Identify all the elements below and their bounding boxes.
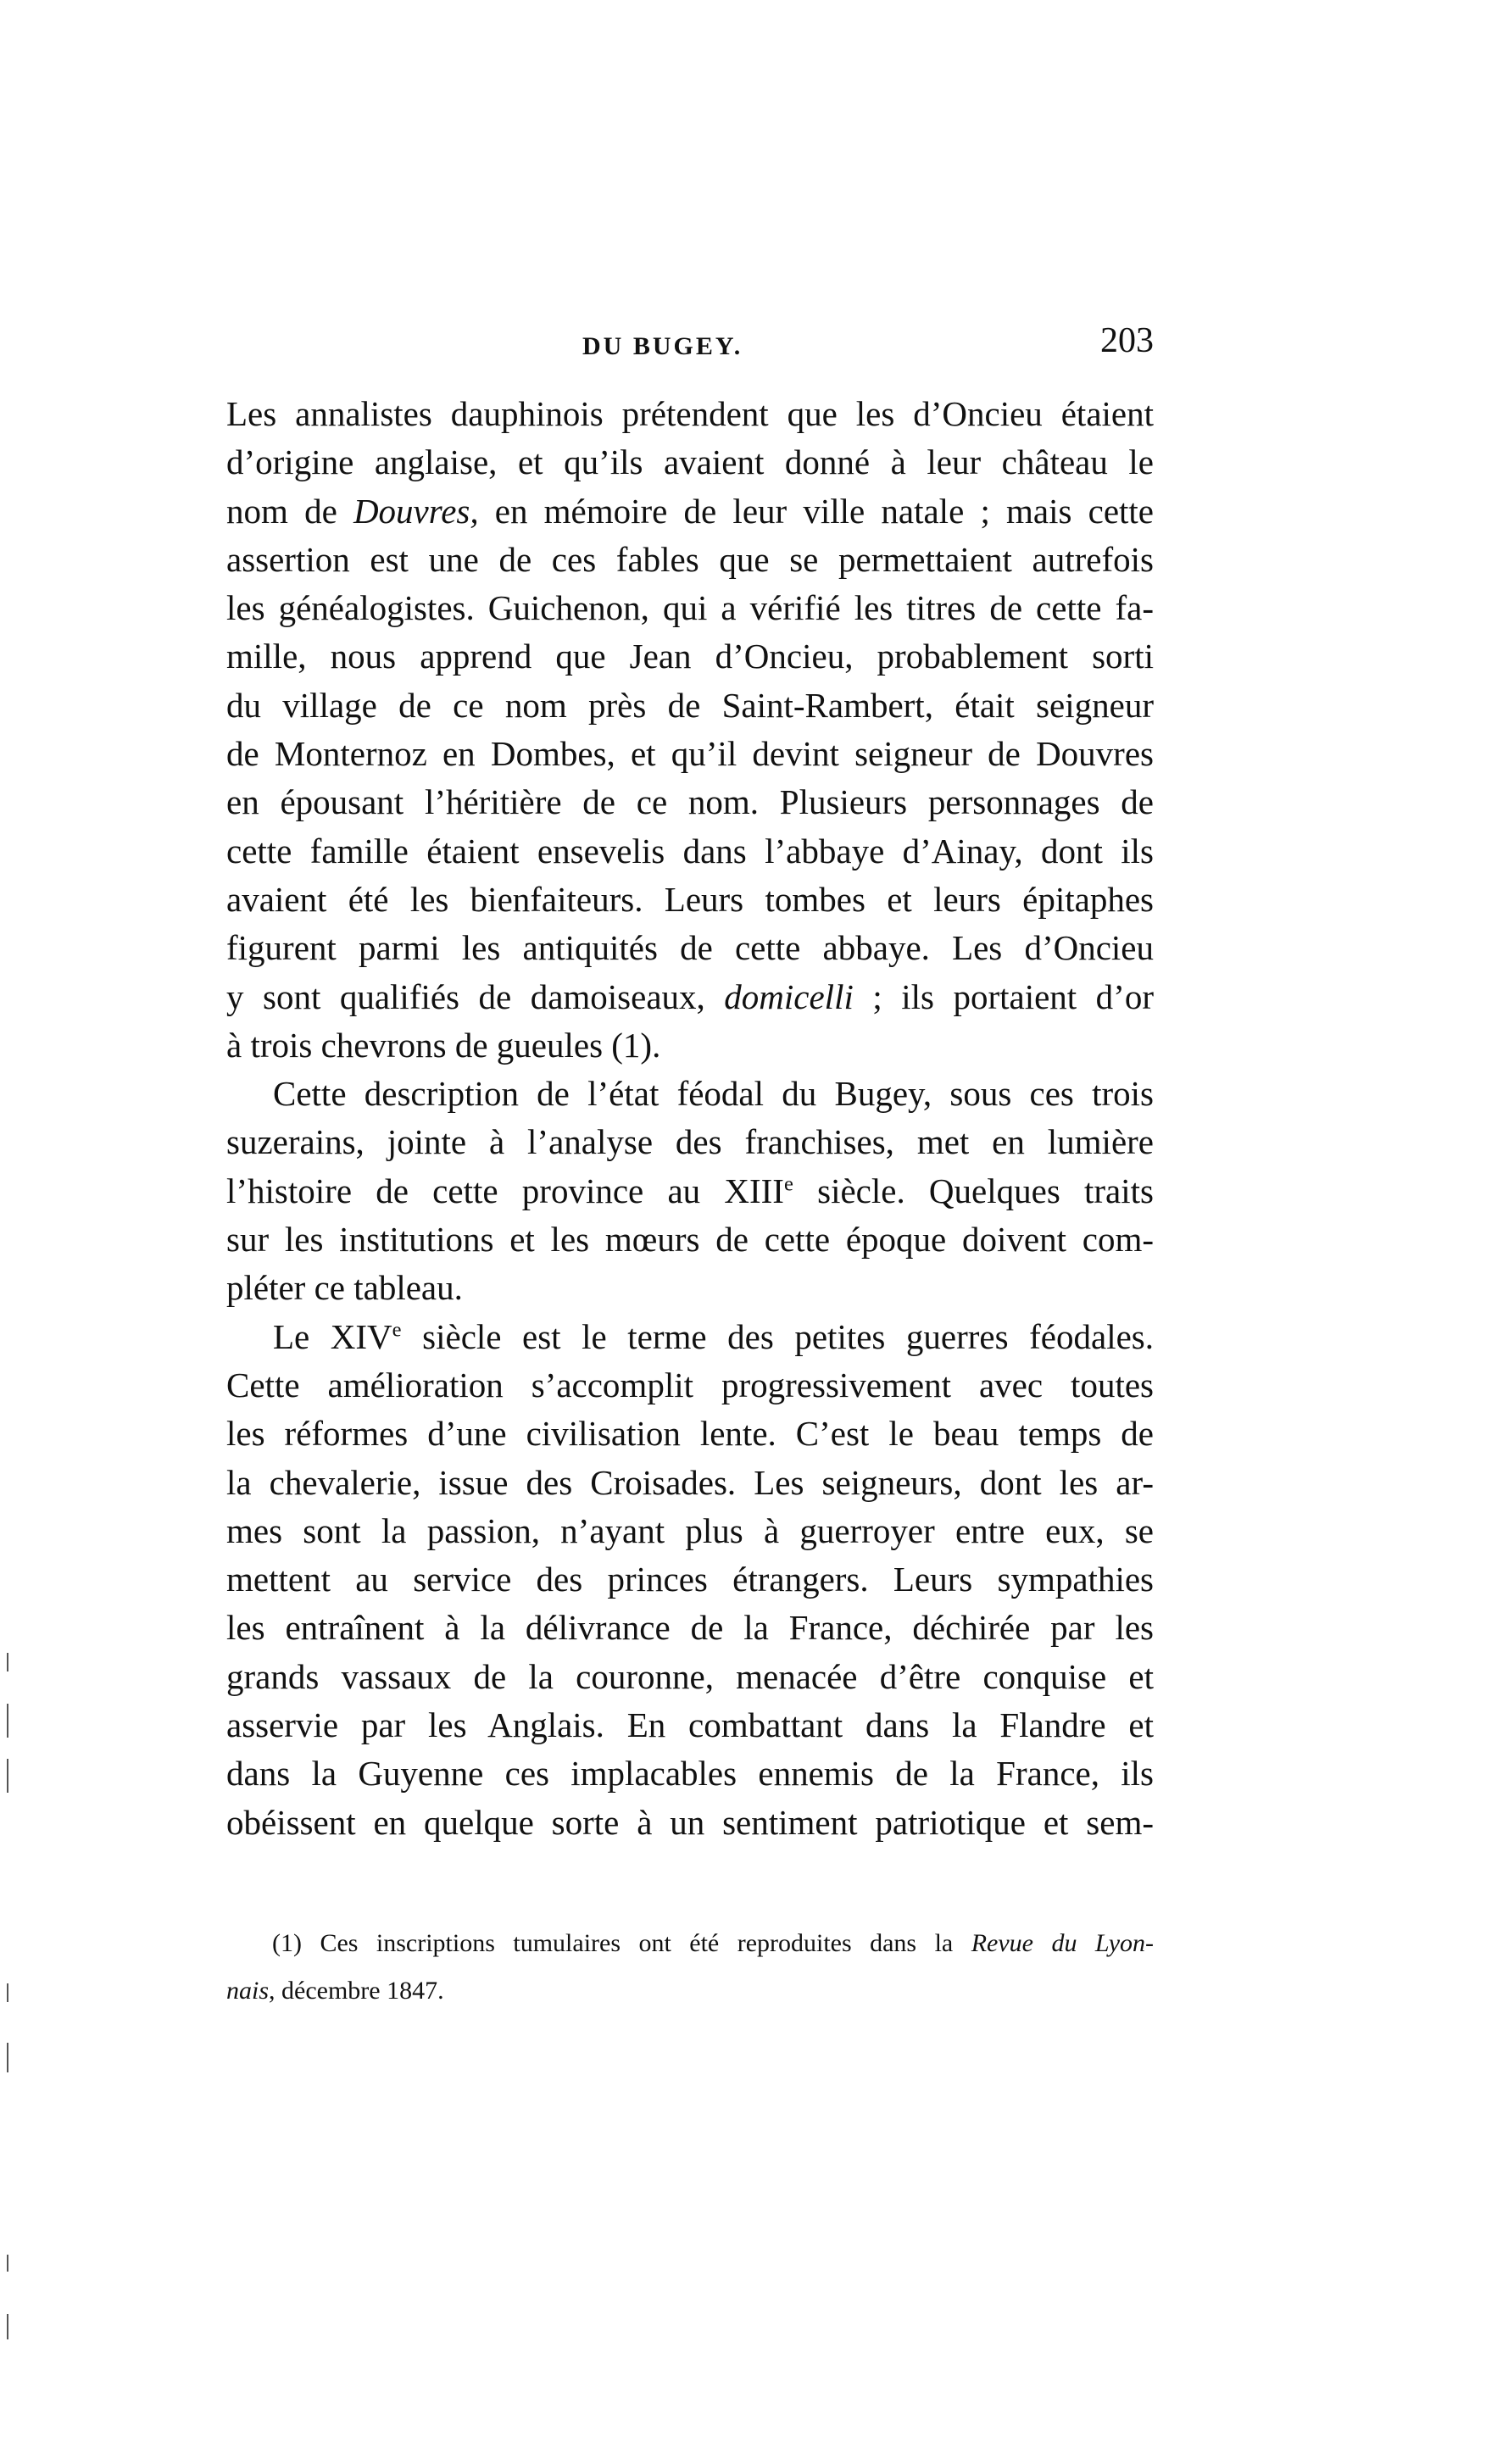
text-line [226, 827, 1154, 876]
text-line [226, 1264, 1154, 1312]
page-number: 203 [1100, 321, 1154, 360]
text-run: (1) Ces inscriptions tumulaires ont été reproduites dans la [272, 1929, 971, 1957]
scan-mark [7, 1983, 8, 2002]
text-run: suzerains, jointe à l’analyse des franchises, met en lumière [226, 1122, 1154, 1162]
text-line [226, 390, 1154, 438]
text-run: la chevalerie, issue des Croisades. Les seigneurs, dont les ar- [226, 1462, 1154, 1502]
text-line [226, 681, 1154, 730]
italic-text: Revue du Lyon- [971, 1929, 1155, 1957]
text-run: grands vassaux de la couronne, menacée d’être conquise et [226, 1656, 1154, 1696]
text-line [226, 584, 1154, 632]
text-run: à trois chevrons de gueules (1). [226, 1025, 661, 1065]
scan-mark [7, 1704, 8, 1738]
text-run: d’origine anglaise, et qu’ils avaient donné à leur château le [226, 442, 1154, 482]
italic-text: nais [226, 1977, 270, 2005]
text-line [226, 487, 1154, 536]
text-line [226, 876, 1154, 924]
text-run: pléter ce tableau. [226, 1268, 463, 1308]
text-run: obéissent en quelque sorte à un sentiment patriotique et sem- [226, 1802, 1154, 1842]
text-line [226, 1313, 1154, 1361]
body-text [226, 390, 1154, 1847]
scan-mark [7, 1653, 8, 1671]
text-run: assertion est une de ces fables que se permettaient autrefois [226, 539, 1154, 579]
scan-mark [7, 2255, 8, 2272]
text-run: Cette description de l’état féodal du Bugey, sous ces trois [273, 1074, 1154, 1114]
footnote-line [226, 1967, 1154, 2015]
superscript: e [783, 1172, 793, 1196]
text-run: mettent au service des princes étrangers. Leurs sympathies [226, 1560, 1154, 1599]
footnote-line [226, 1920, 1154, 1967]
text-run: ; ils portaient d’or [853, 976, 1154, 1016]
text-line [226, 924, 1154, 972]
text-run: du village de ce nom près de Saint-Rambert, était seigneur [226, 685, 1154, 725]
text-run: Cette amélioration s’accomplit progressivement avec toutes [226, 1365, 1154, 1404]
text-run: , décembre 1847. [269, 1977, 444, 2005]
text-run: les généalogistes. Guichenon, qui a vérifié les titres de cette fa- [226, 588, 1154, 628]
text-run: Le XIV [273, 1316, 392, 1356]
text-line [226, 1167, 1154, 1215]
text-run: avaient été les bienfaiteurs. Leurs tombes et leurs épitaphes [226, 879, 1154, 919]
text-line [226, 632, 1154, 681]
text-run: figurent parmi les antiquités de cette abbaye. Les d’Oncieu [226, 928, 1154, 968]
text-run: sur les institutions et les mœurs de cette époque doivent com- [226, 1220, 1154, 1260]
text-line [226, 1555, 1154, 1604]
text-line [226, 1118, 1154, 1166]
italic-text: domicelli [724, 976, 854, 1016]
text-line [226, 1604, 1154, 1652]
text-run: les réformes d’une civilisation lente. C’est le beau temps de [226, 1414, 1154, 1454]
text-run: nom de [226, 491, 353, 531]
text-run: siècle est le terme des petites guerres féodales. [401, 1316, 1154, 1356]
text-line [226, 438, 1154, 487]
text-line [226, 1410, 1154, 1458]
text-line [226, 1070, 1154, 1118]
text-run: en épousant l’héritière de ce nom. Plusieurs personnages de [226, 782, 1154, 822]
text-line [226, 1459, 1154, 1507]
text-line [226, 730, 1154, 778]
text-line [226, 1215, 1154, 1264]
text-run: y sont qualifiés de damoiseaux, [226, 976, 725, 1016]
scan-mark [7, 2314, 8, 2339]
text-line [226, 973, 1154, 1021]
text-line [226, 536, 1154, 584]
italic-text: Douvres, [353, 491, 479, 531]
text-run: dans la Guyenne ces implacables ennemis de la France, ils [226, 1754, 1154, 1794]
text-run: cette famille étaient ensevelis dans l’abbaye d’Ainay, dont ils [226, 831, 1154, 870]
text-line [226, 1507, 1154, 1555]
text-line [226, 1361, 1154, 1410]
text-run: asservie par les Anglais. En combattant dans la Flandre et [226, 1705, 1154, 1745]
scan-mark [7, 1759, 8, 1793]
running-head [226, 320, 1154, 363]
text-line [226, 778, 1154, 826]
text-run: mes sont la passion, n’ayant plus à guerroyer entre eux, se [226, 1510, 1154, 1550]
text-line [226, 1653, 1154, 1701]
text-run: l’histoire de cette province au XIII [226, 1171, 784, 1210]
text-line [226, 1749, 1154, 1798]
text-line [226, 1021, 1154, 1070]
scan-mark [7, 2043, 8, 2072]
text-run: en mémoire de leur ville natale ; mais cette [478, 491, 1155, 531]
text-run: Les annalistes dauphinois prétendent que les d’Oncieu étaient [226, 394, 1154, 433]
text-run: de Monternoz en Dombes, et qu’il devint seigneur de Douvres [226, 734, 1154, 774]
running-head-title: DU BUGEY. [582, 332, 743, 360]
text-line [226, 1799, 1154, 1847]
text-run: les entraînent à la délivrance de la France, déchirée par les [226, 1608, 1154, 1648]
text-run: siècle. Quelques traits [793, 1171, 1154, 1210]
text-line [226, 1701, 1154, 1749]
footnotes [226, 1920, 1154, 2015]
superscript: e [392, 1317, 402, 1341]
text-run: mille, nous apprend que Jean d’Oncieu, probablement sorti [226, 637, 1154, 676]
